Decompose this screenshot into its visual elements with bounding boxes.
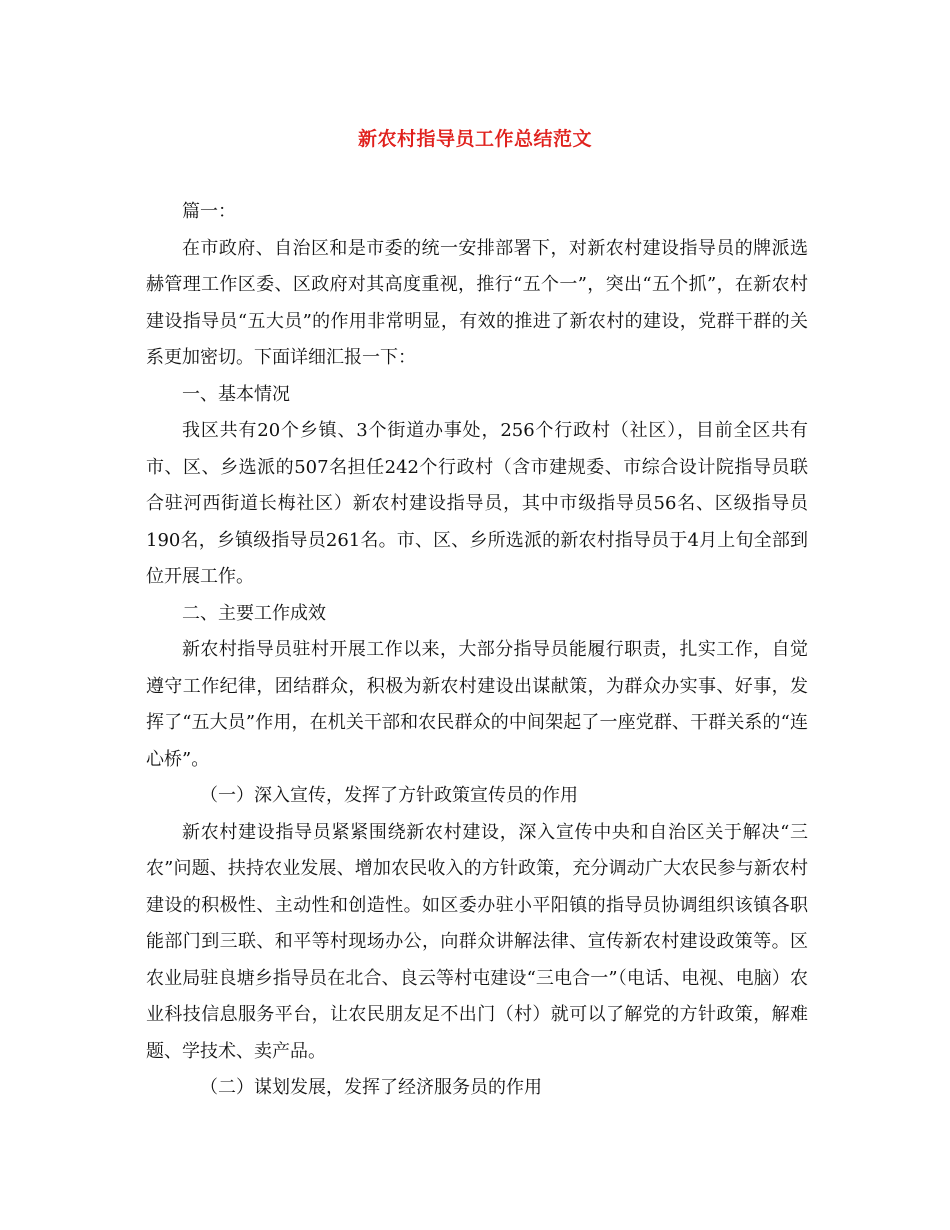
main-achievements-paragraph: 新农村指导员驻村开展工作以来，大部分指导员能履行职责，扎实工作，自觉遵守工作纪律，团结群众，积极为新农村建设出谋献策，为群众办实事、好事，发挥了“五大员”作用，在机关干部和农民群众的中间架起了一座党群、干群关系的“连心桥”。	[146, 639, 808, 770]
section-label-part-one: 篇一：	[182, 201, 236, 222]
policy-publicity-paragraph: 新农村建设指导员紧紧围绕新农村建设，深入宣传中央和自治区关于解决“三农”问题、扶持农业发展、增加农民收入的方针政策，充分调动广大农民参与新农村建设的积极性、主动性和创造性。如区委办驻小平阳镇的指导员协调组织该镇各职能部门到三联、和平等村现场办公，向群众讲解法律、宣传新农村建设政策等。区农业局驻良塘乡指导员在北合、良云等村屯建设“三电合一”（电话、电视、电脑）农业科技信息服务平台，让农民朋友足不出门（村）就可以了解党的方针政策，解难题、学技术、卖产品。	[146, 821, 808, 1062]
basic-situation-paragraph: 我区共有20个乡镇、3个街道办事处，256个行政村（社区），目前全区共有市、区、乡选派的507名担任242个行政村（含市建规委、市综合设计院指导员联合驻河西街道长梅社区）新农村建设指导员，其中市级指导员56名、区级指导员190名，乡镇级指导员261名。市、区、乡所选派的新农村指导员于4月上旬全部到位开展工作。	[146, 420, 808, 587]
heading-basic-situation: 一、基本情况	[182, 383, 290, 405]
subheading-economic-service: （二）谋划发展，发挥了经济服务员的作用	[200, 1077, 542, 1098]
document-body	[146, 194, 808, 1107]
subheading-policy-publicity: （一）深入宣传，发挥了方针政策宣传员的作用	[200, 785, 578, 806]
intro-paragraph: 在市政府、自治区和是市委的统一安排部署下，对新农村建设指导员的牌派选赫管理工作区委、区政府对其高度重视，推行“五个一”，突出“五个抓”，在新农村建设指导员“五大员”的作用非常明显，有效的推进了新农村的建设，党群干群的关系更加密切。下面详细汇报一下：	[146, 237, 808, 368]
heading-main-achievements: 二、主要工作成效	[182, 602, 326, 624]
document-title: 新农村指导员工作总结范文	[357, 128, 592, 150]
